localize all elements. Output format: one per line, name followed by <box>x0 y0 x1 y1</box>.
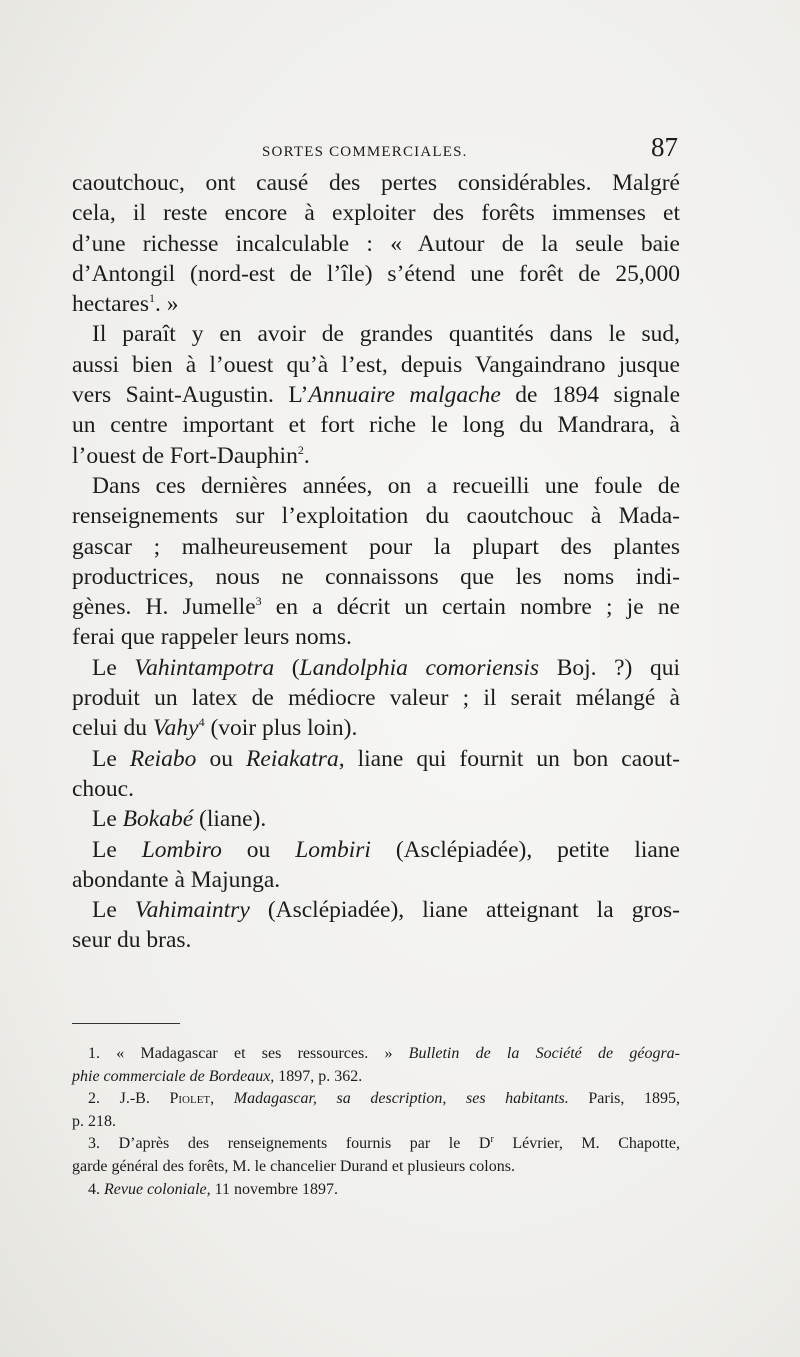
text-line <box>72 441 680 471</box>
plant-name: Vahimaintry <box>134 897 250 924</box>
text-line <box>72 289 680 319</box>
text-run: liane qui fournit un bon caout- <box>344 745 681 772</box>
text-line: seur du bras. <box>72 927 192 954</box>
text-line <box>72 804 680 834</box>
author-name: Piolet, <box>169 1090 215 1108</box>
text-run: 1897, p. 362. <box>274 1067 363 1085</box>
text-run: en a décrit un certain nombre ; je ne <box>261 594 680 621</box>
text-line: un centre important et fort riche le long du Mandrara, à <box>72 412 680 439</box>
plant-name: Bokabé <box>122 806 194 833</box>
footnote-divider <box>72 1023 180 1024</box>
text-run: 4. <box>88 1180 104 1198</box>
plant-name: Reiabo <box>129 745 197 772</box>
footnote-line <box>72 1088 680 1111</box>
text-run <box>214 1090 234 1107</box>
text-line <box>72 592 680 622</box>
text-line <box>72 895 680 925</box>
journal-title: Revue coloniale, <box>104 1180 211 1198</box>
text-line: cela, il reste encore à exploiter des forêts immenses et <box>72 200 680 227</box>
text-line: produit un latex de médiocre valeur ; il serait mélangé à <box>72 685 680 712</box>
italic-title: Annuaire malgache <box>308 382 501 409</box>
body-text <box>72 168 680 956</box>
footnote-ref: 2 <box>297 442 304 457</box>
text-run: 11 novembre 1897. <box>210 1180 339 1198</box>
text-line: productrices, nous ne connaissons que les noms indi- <box>72 563 680 590</box>
text-run: ( <box>274 654 300 681</box>
text-line: abondante à Majunga. <box>72 866 281 893</box>
page-number: 87 <box>651 132 678 162</box>
text-run: (voir plus loin). <box>204 715 358 742</box>
text-line <box>72 653 680 683</box>
footnote-line <box>72 1043 680 1066</box>
text-run: 1. « Madagascar et ses ressources. » <box>88 1045 409 1062</box>
text-line: aussi bien à l’ouest qu’à l’est, depuis Vangaindrano jusque <box>72 351 680 378</box>
superscript: r <box>490 1134 494 1146</box>
text-line: Dans ces dernières années, on a recueilli une foule de <box>92 472 680 499</box>
text-run: (liane). <box>193 806 267 833</box>
text-line: Il paraît y en avoir de grandes quantités dans le sud, <box>92 321 680 348</box>
plant-name: Vahintampotra <box>134 654 275 681</box>
text-run: . » <box>154 291 179 318</box>
journal-title: Bulletin de la Société de géogra- <box>408 1045 680 1062</box>
text-line <box>72 835 680 865</box>
footnote-line <box>72 1066 680 1089</box>
footnote-ref: 4 <box>198 715 205 730</box>
footnotes <box>72 1043 680 1201</box>
text-run: Le <box>92 806 123 833</box>
text-run: Le <box>92 654 135 681</box>
footnote-line <box>72 1133 680 1156</box>
text-run: ou <box>196 745 247 772</box>
text-line: gascar ; malheureusement pour la plupart des plantes <box>72 533 680 560</box>
text-line <box>72 380 680 410</box>
text-run: Le <box>92 836 142 863</box>
text-line: d’Antongil (nord-est de l’île) s’étend une forêt de 25,000 <box>72 260 680 287</box>
plant-name: Lombiro <box>141 836 222 863</box>
text-line: renseignements sur l’exploitation du caoutchouc à Mada- <box>72 503 680 530</box>
text-run: Paris, 1895, <box>568 1090 681 1108</box>
footnote-line <box>72 1179 680 1202</box>
text-run: 2. J.-B. <box>88 1090 170 1108</box>
text-run: hectares <box>72 291 149 318</box>
text-line: d’une richesse incalculable : « Autour de la seule baie <box>72 230 680 257</box>
text-line: caoutchouc, ont causé des pertes considérables. Malgré <box>72 170 680 196</box>
journal-title: phie commerciale de Bordeaux, <box>72 1067 275 1085</box>
plant-name: Vahy <box>152 715 199 742</box>
text-line <box>72 713 680 743</box>
footnote-line: garde général des forêts, M. le chancelier Durand et plusieurs colons. <box>72 1157 515 1175</box>
text-run: vers Saint-Augustin. L’ <box>72 382 309 409</box>
text-run: . <box>303 442 310 469</box>
book-title: Madagascar, sa description, ses habitants. <box>233 1090 569 1108</box>
text-run: Lévrier, M. Chapotte, <box>493 1135 680 1153</box>
text-run: 3. D’après des renseignements fournis par le D <box>88 1135 491 1153</box>
text-run: Le <box>92 745 130 772</box>
text-run: (Asclépiadée), liane atteignant la gros- <box>249 897 680 924</box>
footnote-ref: 1 <box>148 291 155 306</box>
plant-name: Reiakatra, <box>246 745 345 772</box>
text-run: gènes. H. Jumelle <box>72 594 256 621</box>
text-line <box>72 744 680 774</box>
text-run: de 1894 signale <box>500 382 681 409</box>
text-run: Le <box>92 897 135 924</box>
text-line: chouc. <box>72 775 134 802</box>
text-line: ferai que rappeler leurs noms. <box>72 624 352 651</box>
text-run: (Asclépiadée), petite liane <box>370 836 680 863</box>
footnote-ref: 3 <box>255 594 262 609</box>
plant-name: Lombiri <box>295 836 371 863</box>
species-name: Landolphia comoriensis <box>299 654 540 681</box>
footnote-line: p. 218. <box>72 1112 116 1130</box>
text-run: Boj. ?) qui <box>539 654 680 681</box>
text-run: celui du <box>72 715 153 742</box>
text-run: ou <box>221 836 296 863</box>
text-run: l’ouest de Fort-Dauphin <box>72 442 298 469</box>
running-title: SORTES COMMERCIALES. <box>262 144 468 160</box>
